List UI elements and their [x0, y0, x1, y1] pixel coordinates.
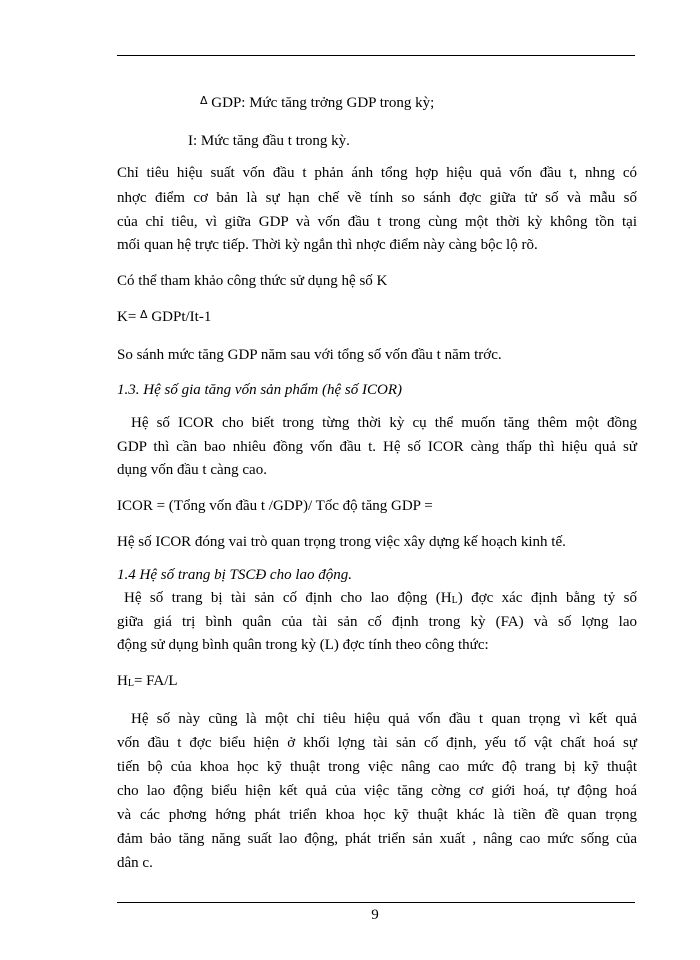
- fixed-assets-line-1: [124, 589, 637, 610]
- closing-line-3: tiến bộ của khoa học kỹ thuật trong việc nâng cao mức độ trang bị kỹ thuật: [117, 759, 637, 775]
- efficiency-line-1: Chỉ tiêu hiệu suất vốn đầu t phản ánh tổng hợp hiệu quả vốn đầu t, nhng có: [117, 165, 637, 181]
- fixed-assets-subscript: L: [451, 595, 458, 606]
- fixed-assets-line-3: động sử dụng bình quân trong kỳ (L) đợc tính theo công thức:: [117, 637, 489, 653]
- icor-role: Hệ số ICOR đóng vai trò quan trọng trong việc xây dựng kế hoạch kinh tế.: [117, 534, 566, 550]
- fixed-assets-line-1-b: ) đợc xác định bằng tỷ số: [457, 590, 637, 606]
- formula-h-subscript: L: [127, 678, 134, 689]
- fixed-assets-line-2: giữa giá trị bình quân của tài sản cố định trong kỳ (FA) và số lợng lao: [117, 614, 637, 630]
- k-formula-prefix: K=: [117, 309, 137, 325]
- header-rule: [117, 55, 635, 56]
- closing-line-4: cho lao động biểu hiện kết quả của việc tăng cờng cơ giới hoá, tự động hoá: [117, 783, 637, 799]
- formula-h: H: [117, 673, 128, 689]
- fixed-assets-formula: [117, 672, 637, 693]
- page-number: 9: [371, 907, 379, 923]
- icor-line-2: GDP thì cần bao nhiêu đồng vốn đầu t. Hệ số ICOR càng thấp thì hiệu quả sử: [117, 439, 637, 455]
- efficiency-line-2: nhợc điểm cơ bản là sự hạn chế về tính so sánh đợc giữa tử số và mẫu số: [117, 190, 637, 206]
- efficiency-line-4: mối quan hệ trực tiếp. Thời kỳ ngắn thì nhợc điểm này càng bộc lộ rõ.: [117, 237, 538, 253]
- k-formula-intro: Có thể tham khảo công thức sử dụng hệ số K: [117, 273, 388, 289]
- k-formula-expression: GDPt/It-1: [151, 309, 212, 325]
- delta-symbol: Δ: [200, 94, 208, 107]
- delta-symbol: Δ: [140, 308, 148, 321]
- delta-gdp-text: GDP: Mức tăng trởng GDP trong kỳ;: [211, 95, 435, 111]
- delta-gdp-note: [200, 92, 700, 112]
- k-formula-explain: So sánh mức tăng GDP năm sau với tổng số vốn đầu t năm trớc.: [117, 347, 502, 363]
- footer-rule: [117, 902, 635, 903]
- section-icor-heading: 1.3. Hệ số gia tăng vốn sản phẩm (hệ số ICOR): [117, 382, 402, 398]
- formula-rest: = FA/L: [133, 673, 178, 689]
- investment-growth-note: I: Mức tăng đầu t trong kỳ.: [188, 133, 350, 149]
- k-formula: [117, 306, 637, 326]
- section-fixed-assets-heading: 1.4 Hệ số trang bị TSCĐ cho lao động.: [117, 567, 353, 583]
- icor-line-3: dụng vốn đầu t càng cao.: [117, 462, 267, 478]
- fixed-assets-line-1-a: Hệ số trang bị tài sản cố định cho lao động (H: [124, 590, 452, 606]
- closing-line-6: đảm bảo tăng năng suất lao động, phát triển sản xuất , nâng cao mức sống của: [117, 831, 637, 847]
- closing-line-1: Hệ số này cũng là một chỉ tiêu hiệu quả vốn đầu t quan trọng vì kết quả: [131, 711, 637, 727]
- closing-line-2: vốn đầu t đợc biểu hiện ở khối lợng tài sản cố định, yếu tố vật chất hoá sự: [117, 735, 637, 751]
- icor-formula: ICOR = (Tổng vốn đầu t /GDP)/ Tốc độ tăng GDP =: [117, 498, 433, 514]
- closing-line-5: và các phơng hớng phát triển khoa học kỹ thuật khác là tiền đề quan trọng: [117, 807, 637, 823]
- closing-line-7: dân c.: [117, 855, 153, 871]
- efficiency-line-3: của chỉ tiêu, vì giữa GDP và vốn đầu t trong cùng một thời kỳ không tồn tại: [117, 214, 637, 230]
- icor-line-1: Hệ số ICOR cho biết trong từng thời kỳ cụ thể muốn tăng thêm một đồng: [131, 415, 637, 431]
